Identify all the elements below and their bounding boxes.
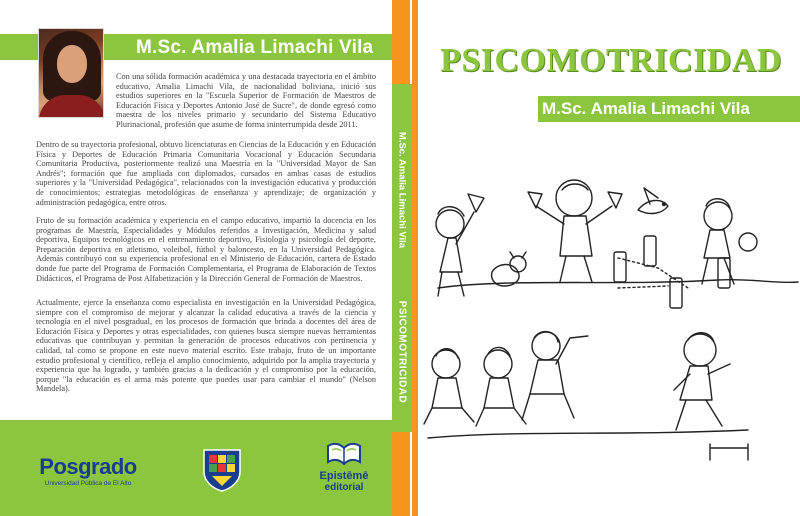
author-photo [38,28,104,118]
episteme-book-icon [324,440,364,466]
episteme-logo [316,440,372,493]
front-bottom-margin [418,486,800,516]
posgrado-logo-sub: Universidad Pública de El Alto [44,480,132,487]
posgrado-logo [32,456,144,487]
front-title: PSICOMOTRICIDAD [440,42,782,79]
bio-paragraph-2: Dentro de su trayectoria profesional, obtuvo licenciaturas en Ciencias de la Educación y en Educación Física y Deportes de Educación Primaria Comunitaria Vocacional y Educación Secundaria Comunitaria Productiva, posteriormente realizó una Maestría en la "Universidad Mayor de San Andrés"; formación que fue ampliada con diplomados, cursados en ambas casas de estudios superiores y la "Universidad Pedagógica", relacionados con la investigación educativa y producción de conocimientos; estrategias metodológicas de enseñanza y aprendizaje; de organización y administración pedagógica, entre otros. [36,140,376,207]
posgrado-logo-word: Posgrado [39,454,137,479]
episteme-logo-word: Epistēmē [319,470,369,482]
university-seal-icon [200,446,244,492]
spine-title: PSICOMOTRICIDAD [396,300,408,404]
bio-paragraph-3: Fruto de su formación académica y experiencia en el campo educativo, impartió la docencia en los programas de Maestría, Especialidades y Módulos referidos a Investigación, Medicina y salud deportiva, Equipos tecnológicos en el entrenamiento deportivo, Fisiología y psicología del deporte, Preparación deportiva en atletismo, voleibol, fútbol y baloncesto, en la Universidad Pedagógica. Además contribuyó con su experiencia profesional en el Ministerio de Educación, cartera de Estado donde fue parte del Programa de Formación Complementaria, el Programa de Elaboración de Textos Didácticos, el Programa de Post Alfabetización y la Dirección General de Formación de Maestros. [36,216,376,283]
bio-paragraph-1: Con una sólida formación académica y una destacada trayectoria en el ámbito educativo, Amalia Limachi Vila, de nacionalidad boliviana, inició sus estudios superiores en la "Escuela Superior de Formación de Maestros de Educación Física y Deportes Antonio José de Sucre", de donde egresó como maestra de los niveles primario y secundario del Sistema Educativo Plurinacional, profesión que asume de forma ininterrumpida desde 2011. [116,72,376,129]
back-author-name: M.Sc. Amalia Limachi Vila [136,37,374,58]
back-cover [0,0,392,516]
spine-author: M.Sc. Amalia Limachi Vila [396,131,408,249]
front-cover [418,0,800,516]
episteme-logo-sub: editorial [324,482,364,493]
front-author-name: M.Sc. Amalia Limachi Vila [542,99,750,118]
bio-paragraph-4: Actualmente, ejerce la enseñanza como especialista en investigación en la Universidad Pedagógica, siempre con el compromiso de mejorar y alcanzar la calidad educativa a través de la ciencia y tecnología en el nivel posgradual, en los procesos de formación que brinda a docentes del área de Educación Física y Deportes y otras especialidades, con quienes busca siempre nuevas herramientas educativas que contribuyan y permitan la generación de procesos educativos con pertinencia y calidad, tal como se propone en este nuevo material escrito. Este trabajo, fruto de un importante estudio profesional y científico, refleja el amplio conocimiento, adquirido por la amplia trayectoria y experiencia que ha logrado, y también gracias a la dedicación y el compromiso por la educación, porque "la educación es el arma más potente que puedes usar para cambiar el mundo" (Nelson Mandela). [36,298,376,394]
children-illustration-icon [418,168,800,468]
